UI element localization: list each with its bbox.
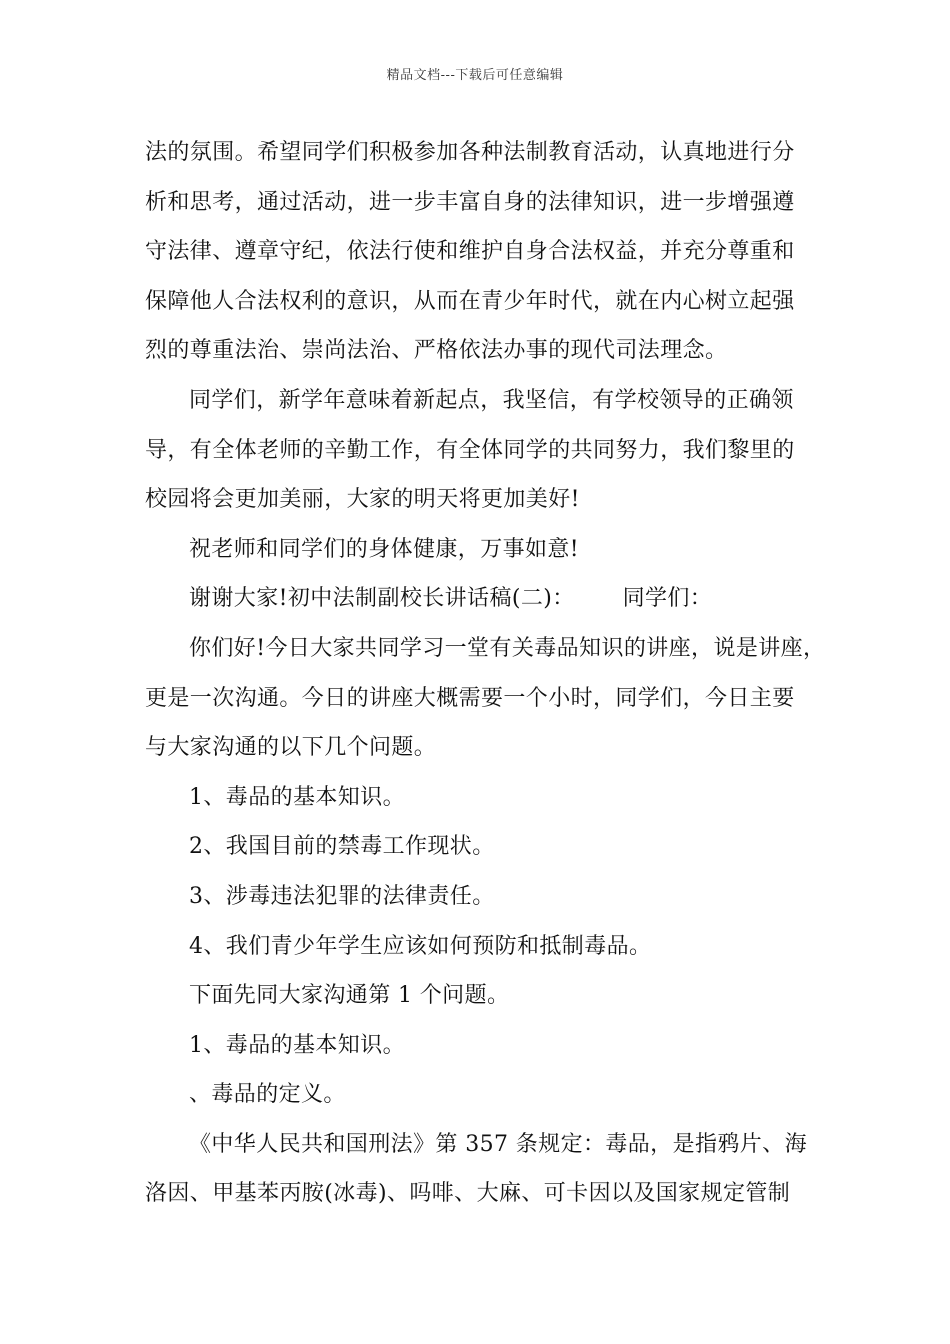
text-line-12: 更是一次沟通。今日的讲座大概需要一个小时，同学们，今日主要 xyxy=(145,685,795,711)
section-heading: 1、毒品的基本知识。 xyxy=(189,1032,405,1058)
text-line-13: 与大家沟通的以下几个问题。 xyxy=(145,735,437,761)
text-line-22: 洛因、甲基苯丙胺(冰毒)、吗啡、大麻、可卡因以及国家规定管制 xyxy=(145,1181,791,1207)
text-line-10 xyxy=(145,574,817,624)
text-line-9: 祝老师和同学们的身体健康，万事如意! xyxy=(189,536,580,562)
text-line-7: 导，有全体老师的辛勤工作，有全体同学的共同努力，我们黎里的 xyxy=(145,437,795,463)
text-line-18: 下面先同大家沟通第 1 个问题。 xyxy=(189,983,510,1009)
salutation: 同学们： xyxy=(622,586,713,612)
document-body xyxy=(145,128,826,1219)
speech-title: 谢谢大家!初中法制副校长讲话稿(二)： xyxy=(189,586,575,612)
text-line-2: 析和思考，通过活动，进一步丰富自身的法律知识，进一步增强遵 xyxy=(145,189,795,215)
text-line-3: 守法律、遵章守纪，依法行使和维护自身合法权益，并充分尊重和 xyxy=(145,239,795,265)
text-line-21: 《中华人民共和国刑法》第 357 条规定：毒品，是指鸦片、海 xyxy=(189,1131,807,1157)
list-item-2: 2、我国目前的禁毒工作现状。 xyxy=(189,834,495,860)
list-item-4: 4、我们青少年学生应该如何预防和抵制毒品。 xyxy=(189,933,652,959)
list-item-3: 3、涉毒违法犯罪的法律责任。 xyxy=(189,883,495,909)
text-line-1: 法的氛围。希望同学们积极参加各种法制教育活动，认真地进行分 xyxy=(145,140,795,165)
text-line-8: 校园将会更加美丽，大家的明天将更加美好! xyxy=(145,487,580,513)
text-line-4: 保障他人合法权利的意识，从而在青少年时代，就在内心树立起强 xyxy=(145,288,795,314)
text-line-11: 你们好!今日大家共同学习一堂有关毒品知识的讲座，说是讲座， xyxy=(189,635,826,661)
page-header: 精品文档---下载后可任意编辑 xyxy=(386,68,564,83)
list-item-1: 1、毒品的基本知识。 xyxy=(189,784,405,810)
subsection-heading: 、毒品的定义。 xyxy=(189,1082,346,1108)
text-line-5: 烈的尊重法治、崇尚法治、严格依法办事的现代司法理念。 xyxy=(145,338,728,364)
text-line-6: 同学们，新学年意味着新起点，我坚信，有学校领导的正确领 xyxy=(189,387,794,413)
